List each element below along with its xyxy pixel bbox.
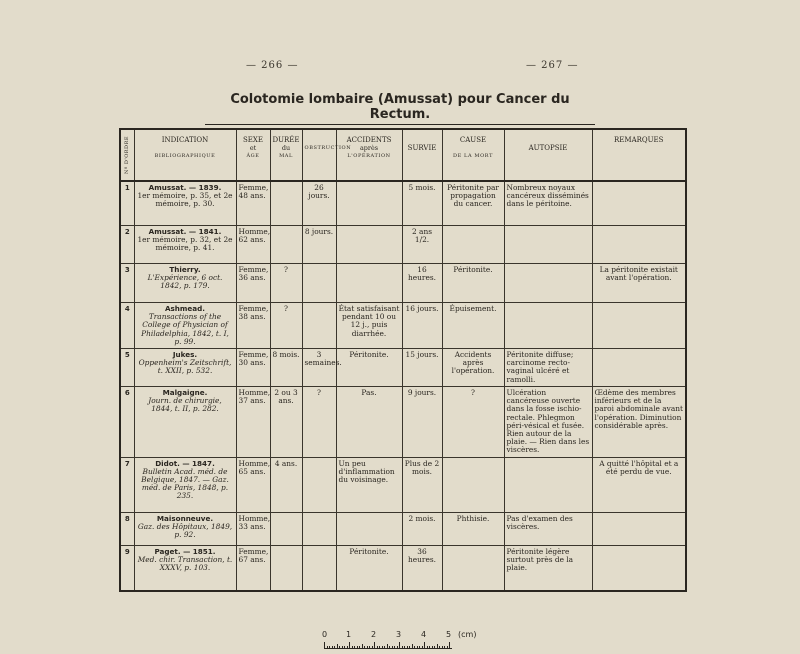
remarques-cell: La péritonite existait avant l'opération.	[592, 264, 686, 303]
author: Amussat. — 1841.	[148, 227, 222, 236]
duree-cell	[270, 545, 302, 591]
sexe-cell: Femme, 30 ans.	[236, 349, 270, 387]
scale-labels	[322, 630, 522, 640]
remarques-cell	[592, 512, 686, 545]
autopsie-cell: Péritonite diffuse; carcinome recto-vaginal ulcéré et ramolli.	[504, 349, 592, 387]
scale-tick	[334, 646, 335, 648]
autopsie-cell: Nombreux noyaux cancéreux disséminés dans le péritoine.	[504, 181, 592, 226]
reference-cell	[134, 545, 236, 591]
scale-tick	[359, 646, 360, 648]
accidents-cell	[336, 264, 402, 303]
scale-tick	[409, 646, 410, 648]
autopsie-cell	[504, 303, 592, 349]
cause-cell: ?	[442, 387, 504, 458]
obstruction-cell	[302, 303, 336, 349]
reference-cell	[134, 349, 236, 387]
scale-tick	[369, 646, 370, 648]
sexe-cell: Femme, 48 ans.	[236, 181, 270, 226]
scale-tick	[389, 646, 390, 648]
scale-tick	[382, 646, 383, 648]
obstruction-cell: 3 semaines.	[302, 349, 336, 387]
header-sexe: SEXE et ÂGE	[236, 129, 270, 181]
reference-cell	[134, 303, 236, 349]
scale-tick	[407, 646, 408, 648]
citation: Oppenheim's Zeitschrift, t. XXII, p. 532.	[138, 358, 232, 376]
scale-label: 1	[346, 630, 352, 639]
obstruction-cell	[302, 457, 336, 512]
table-row	[120, 457, 686, 512]
duree-cell	[270, 181, 302, 226]
table-row	[120, 545, 686, 591]
autopsie-cell	[504, 457, 592, 512]
scale-tick	[329, 646, 330, 648]
citation: Bulletin Acad. méd. de Belgique, 1847. — Gaz. méd. de Paris, 1848, p. 235.	[141, 466, 229, 501]
duree-cell: ?	[270, 264, 302, 303]
scale-tick	[367, 646, 368, 648]
citation: Transactions of the College of Physician of Philadelphia, 1842, t. I, p. 99.	[141, 312, 229, 346]
scale-tick	[412, 644, 413, 648]
remarques-cell	[592, 303, 686, 349]
sexe-cell: Femme, 67 ans.	[236, 545, 270, 591]
row-number: 7	[120, 457, 134, 512]
page-number-right: — 267 —	[526, 60, 579, 71]
scale-tick	[417, 646, 418, 648]
scale-tick	[352, 646, 353, 648]
duree-cell: 4 ans.	[270, 457, 302, 512]
duree-cell: 8 mois.	[270, 349, 302, 387]
autopsie-cell: Pas d'examen des viscères.	[504, 512, 592, 545]
citation: 1er mémoire, p. 35, et 2e mémoire, p. 30.	[137, 191, 233, 209]
scale-ruler	[322, 630, 482, 650]
scale-label: 3	[396, 630, 402, 639]
duree-cell: 2 ou 3 ans.	[270, 387, 302, 458]
survie-cell: 5 mois.	[402, 181, 442, 226]
scale-tick	[362, 644, 363, 648]
scale-tick	[339, 646, 340, 648]
cause-cell: Accidents après l'opération.	[442, 349, 504, 387]
scale-tick	[392, 646, 393, 648]
obstruction-cell: ?	[302, 387, 336, 458]
sexe-cell: Femme, 36 ans.	[236, 264, 270, 303]
scale-tick	[387, 644, 388, 648]
citation: Gaz. des Hôpitaux, 1849, p. 92.	[137, 521, 233, 540]
scale-label: 2	[371, 630, 377, 639]
duree-cell	[270, 226, 302, 264]
accidents-cell: Pas.	[336, 387, 402, 458]
cause-cell	[442, 545, 504, 591]
scale-label: 5	[446, 630, 452, 639]
remarques-cell: A quitté l'hôpital et a été perdu de vue.	[592, 457, 686, 512]
survie-cell: 16 jours.	[402, 303, 442, 349]
row-number: 3	[120, 264, 134, 303]
scale-tick	[337, 644, 338, 648]
author: Malgaigne.	[162, 388, 208, 398]
reference-cell	[134, 181, 236, 226]
header-survie: SURVIE	[402, 129, 442, 181]
duree-cell: ?	[270, 303, 302, 349]
scale-unit: (cm)	[458, 630, 477, 639]
obstruction-cell	[302, 512, 336, 545]
survie-cell: 16 heures.	[402, 264, 442, 303]
author: Paget. — 1851.	[154, 546, 216, 556]
survie-cell: 2 mois.	[402, 512, 442, 545]
remarques-cell	[592, 349, 686, 387]
header-cause: CAUSE DE LA MORT	[442, 129, 504, 181]
scale-tick	[347, 646, 348, 648]
scale-tick	[394, 646, 395, 648]
table-title	[0, 92, 800, 125]
scale-tick	[342, 646, 343, 648]
scale-tick	[332, 646, 333, 648]
scale-label: 4	[421, 630, 427, 639]
citation: 1er mémoire, p. 32, et 2e mémoire, p. 41.	[137, 235, 233, 253]
row-number: 9	[120, 545, 134, 591]
scale-tick	[434, 646, 435, 648]
remarques-cell: Œdème des membres inférieurs et de la paroi abdominale avant l'opération. Diminution considérable après.	[592, 387, 686, 458]
table-row	[120, 303, 686, 349]
colotomy-table	[119, 128, 687, 592]
header-autopsie: AUTOPSIE	[504, 129, 592, 181]
scale-tick	[437, 644, 438, 648]
header-indication: INDICATION BIBLIOGRAPHIQUE	[134, 129, 236, 181]
sexe-cell: Homme, 65 ans.	[236, 457, 270, 512]
sexe-cell: Homme, 33 ans.	[236, 512, 270, 545]
scale-tick	[357, 646, 358, 648]
scale-tick	[414, 646, 415, 648]
table-row	[120, 387, 686, 458]
row-number: 4	[120, 303, 134, 349]
scale-bar	[324, 642, 452, 649]
scale-tick	[397, 646, 398, 648]
citation: L'Expérience, 6 oct. 1842, p. 179.	[147, 273, 223, 291]
scale-tick	[422, 646, 423, 648]
scale-tick	[424, 642, 425, 648]
header-duree: DURÉE du MAL	[270, 129, 302, 181]
author: Thierry.	[169, 265, 201, 274]
cause-cell: Épuisement.	[442, 303, 504, 349]
accidents-cell: État satisfaisant pendant 10 ou 12 j., puis diarrhée.	[336, 303, 402, 349]
scale-tick	[327, 646, 328, 648]
sexe-cell: Homme, 62 ans.	[236, 226, 270, 264]
table-title-text: Colotomie lombaire (Amussat) pour Cancer du Rectum.	[205, 92, 595, 125]
autopsie-cell	[504, 264, 592, 303]
table-row	[120, 264, 686, 303]
sexe-cell: Femme, 38 ans.	[236, 303, 270, 349]
autopsie-cell: Ulcération cancéreuse ouverte dans la fosse ischio-rectale. Phlegmon péri-vésical et fusée. Rien autour de la plaie. — Rien dans les viscères.	[504, 387, 592, 458]
row-number: 5	[120, 349, 134, 387]
reference-cell	[134, 387, 236, 458]
survie-cell: 9 jours.	[402, 387, 442, 458]
duree-cell	[270, 512, 302, 545]
accidents-cell: Péritonite.	[336, 349, 402, 387]
table-row	[120, 512, 686, 545]
accidents-cell: Un peu d'inflammation du voisinage.	[336, 457, 402, 512]
autopsie-cell	[504, 226, 592, 264]
survie-cell: 2 ans 1/2.	[402, 226, 442, 264]
obstruction-cell: 26 jours.	[302, 181, 336, 226]
citation: Journ. de chirurgie, 1844, t. II, p. 282.	[148, 396, 222, 414]
scale-tick	[402, 646, 403, 648]
accidents-cell	[336, 226, 402, 264]
cause-cell: Péritonite.	[442, 264, 504, 303]
scale-tick	[419, 646, 420, 648]
reference-cell	[134, 512, 236, 545]
header-remarques: REMARQUES	[592, 129, 686, 181]
accidents-cell: Péritonite.	[336, 545, 402, 591]
scale-tick	[384, 646, 385, 648]
survie-cell: 15 jours.	[402, 349, 442, 387]
row-number: 2	[120, 226, 134, 264]
cause-cell: Péritonite par propagation du cancer.	[442, 181, 504, 226]
table-row	[120, 349, 686, 387]
author: Amussat. — 1839.	[148, 183, 222, 192]
header-obstruction: OBSTRUCTION	[302, 129, 336, 181]
cause-cell	[442, 457, 504, 512]
cause-cell	[442, 226, 504, 264]
cause-cell: Phthisie.	[442, 512, 504, 545]
header-num: Nº D'ORDRE	[120, 129, 134, 181]
obstruction-cell: 8 jours.	[302, 226, 336, 264]
reference-cell	[134, 457, 236, 512]
row-number: 8	[120, 512, 134, 545]
reference-cell	[134, 226, 236, 264]
scale-tick	[374, 642, 375, 648]
remarques-cell	[592, 181, 686, 226]
scale-tick	[349, 642, 350, 648]
author: Maisonneuve.	[156, 513, 214, 523]
author: Didot. — 1847.	[155, 458, 215, 468]
scale-tick	[354, 646, 355, 648]
survie-cell: Plus de 2 mois.	[402, 457, 442, 512]
sexe-cell: Homme, 37 ans.	[236, 387, 270, 458]
scale-tick	[404, 646, 405, 648]
scale-tick	[372, 646, 373, 648]
reference-cell	[134, 264, 236, 303]
author: Jukes.	[172, 350, 198, 360]
obstruction-cell	[302, 545, 336, 591]
autopsie-cell: Péritonite légère surtout près de la plaie.	[504, 545, 592, 591]
scale-tick	[364, 646, 365, 648]
scale-tick	[439, 646, 440, 648]
row-number: 1	[120, 181, 134, 226]
remarques-cell	[592, 545, 686, 591]
accidents-cell	[336, 181, 402, 226]
survie-cell: 36 heures.	[402, 545, 442, 591]
scale-tick	[432, 646, 433, 648]
scale-tick	[379, 646, 380, 648]
row-number: 6	[120, 387, 134, 458]
scale-tick	[447, 646, 448, 648]
author: Ashmead.	[164, 304, 206, 313]
scale-tick	[324, 642, 325, 648]
header-accidents: ACCIDENTS après L'OPÉRATION	[336, 129, 402, 181]
scale-tick	[344, 646, 345, 648]
scale-tick	[427, 646, 428, 648]
scale-tick	[399, 642, 400, 648]
citation: Med. chir. Transaction, t. XXXV, p. 103.	[137, 554, 233, 573]
scale-tick	[429, 646, 430, 648]
page-number-left: — 266 —	[246, 60, 299, 71]
table-row	[120, 181, 686, 226]
scale-label: 0	[322, 630, 328, 639]
obstruction-cell	[302, 264, 336, 303]
header-row	[120, 129, 686, 181]
scale-tick	[444, 646, 445, 648]
scale-tick	[377, 646, 378, 648]
accidents-cell	[336, 512, 402, 545]
scale-tick	[449, 642, 450, 648]
table-row	[120, 226, 686, 264]
remarques-cell	[592, 226, 686, 264]
scale-tick	[442, 646, 443, 648]
